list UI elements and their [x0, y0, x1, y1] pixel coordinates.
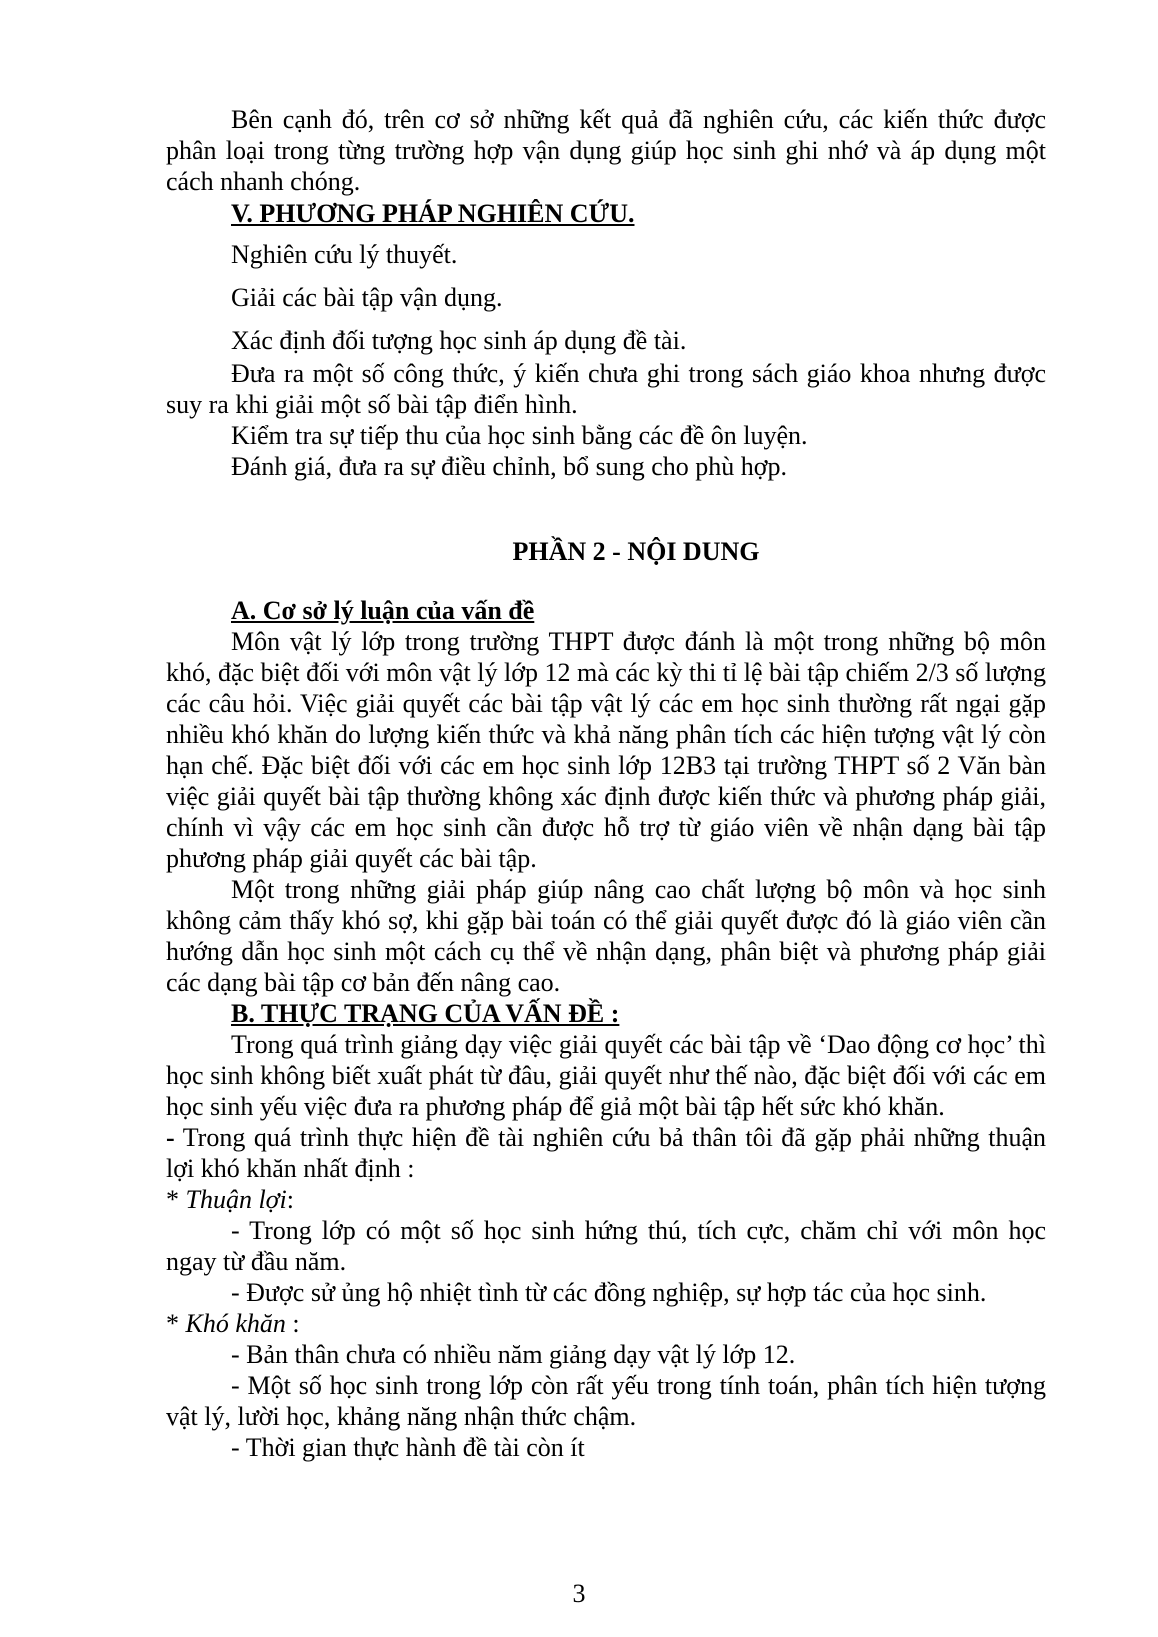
difficulty-item: - Một số học sinh trong lớp còn rất yếu trong tính toán, phân tích hiện tượng vật lý, lười học, khảng năng nhận thức chậm. — [166, 1371, 1046, 1431]
method-item: Kiểm tra sự tiếp thu của học sinh bằng các đề ôn luyện. — [231, 421, 808, 450]
difficulties-label — [166, 1308, 1046, 1339]
section-v-heading: V. PHƯƠNG PHÁP NGHIÊN CỨU. — [231, 199, 635, 228]
page-number: 3 — [572, 1579, 586, 1608]
difficulties-star: * — [166, 1309, 179, 1338]
section-a-paragraph: Một trong những giải pháp giúp nâng cao chất lượng bộ môn và học sinh không cảm thấy khó sợ, khi gặp bài toán có thể giải quyết được đó là giáo viên cần hướng dẫn học sinh một cách cụ thể về nhận dạng, phân biệt và phương pháp giải các dạng bài tập cơ bản đến nâng cao. — [166, 875, 1046, 997]
method-item: Giải các bài tập vận dụng. — [231, 283, 503, 312]
process-text: Trong quá trình thực hiện đề tài nghiên cứu bả thân tôi đã gặp phải những thuận lợi khó khăn nhất định : — [166, 1123, 1047, 1183]
advantages-label — [166, 1184, 1046, 1215]
difficulty-item: - Thời gian thực hành đề tài còn ít — [231, 1433, 585, 1462]
process-paragraph — [166, 1122, 1046, 1184]
difficulties-colon: : — [292, 1309, 300, 1338]
section-b-heading: B. THỰC TRẠNG CỦA VẤN ĐỀ : — [231, 999, 620, 1028]
page-content — [166, 104, 1046, 1463]
advantages-colon: : — [286, 1185, 295, 1214]
advantages-label-text: Thuận lợi — [185, 1185, 287, 1214]
advantage-item: - Được sử ủng hộ nhiệt tình từ các đồng nghiệp, sự hợp tác của học sinh. — [231, 1278, 987, 1307]
difficulty-item: - Bản thân chưa có nhiều năm giảng dạy vật lý lớp 12. — [231, 1340, 796, 1369]
method-item: Đánh giá, đưa ra sự điều chỉnh, bổ sung cho phù hợp. — [231, 452, 788, 481]
part2-title: PHẦN 2 - NỘI DUNG — [512, 537, 760, 566]
section-b-paragraph: Trong quá trình giảng dạy việc giải quyết các bài tập về ‘Dao động cơ học’ thì học sinh không biết xuất phát từ đâu, giải quyết như thế nào, đặc biệt đối với các em học sinh yếu việc đưa ra phương pháp để giả một bài tập hết sức khó khăn. — [166, 1030, 1046, 1121]
difficulties-label-text: Khó khăn — [185, 1309, 286, 1338]
section-a-paragraph: Môn vật lý lớp trong trường THPT được đánh là một trong những bộ môn khó, đặc biệt đối với môn vật lý lớp 12 mà các kỳ thi tỉ lệ bài tập chiếm 2/3 số lượng các câu hỏi. Việc giải quyết các bài tập vật lý các em học sinh thường rất ngại gặp nhiều khó khăn do lượng kiến thức và khả năng phân tích các hiện tượng vật lý còn hạn chế. Đặc biệt đối với các em học sinh lớp 12B3 tại trường THPT số 2 Văn bàn việc giải quyết bài tập thường không xác định được kiến thức và phương pháp giải, chính vì vậy các em học sinh cần được hỗ trợ từ giáo viên về nhận dạng bài tập phương pháp giải quyết các bài tập. — [166, 627, 1046, 873]
process-dash: - — [166, 1123, 175, 1152]
advantages-star: * — [166, 1185, 179, 1214]
intro-paragraph: Bên cạnh đó, trên cơ sở những kết quả đã nghiên cứu, các kiến thức được phân loại trong từng trường hợp vận dụng giúp học sinh ghi nhớ và áp dụng một cách nhanh chóng. — [166, 105, 1046, 196]
method-item: Nghiên cứu lý thuyết. — [231, 240, 458, 269]
method-item: Đưa ra một số công thức, ý kiến chưa ghi trong sách giáo khoa nhưng được suy ra khi giải một số bài tập điển hình. — [166, 359, 1046, 419]
section-a-heading: A. Cơ sở lý luận của vấn đề — [231, 596, 535, 625]
advantage-item: - Trong lớp có một số học sinh hứng thú, tích cực, chăm chỉ với môn học ngay từ đầu năm. — [166, 1216, 1046, 1276]
method-item: Xác định đối tượng học sinh áp dụng đề tài. — [231, 326, 687, 355]
